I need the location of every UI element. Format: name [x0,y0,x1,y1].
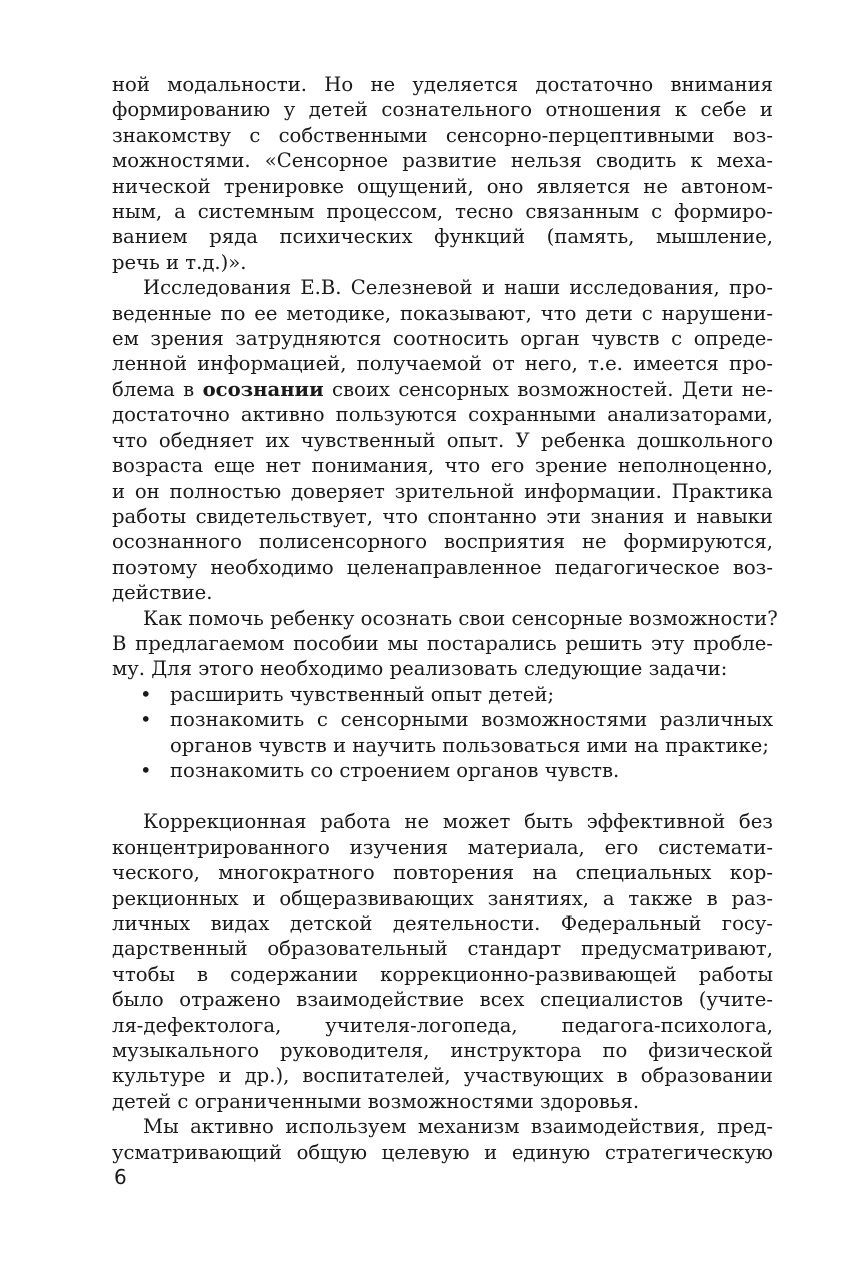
text-line: ческого, многократного повторения на специальных кор- [112,861,773,885]
text-line: дарственный образовательный стандарт предусматривают, [112,937,773,961]
text-line: В предлагаемом пособии мы постарались решить эту пробле- [112,631,773,655]
text-line: расширить чувственный опыт детей; [170,682,555,706]
text-line: музыкального руководителя, инструктора по физической [112,1039,773,1063]
text-line: ной модальности. Но не уделяется достаточно внимания [112,73,773,96]
text-line: чтобы в содержании коррекционно-развивающей работы [112,962,773,986]
text-line: и он полностью доверяет зрительной информации. Практика [112,479,773,503]
text-line: ным, а системным процессом, тесно связанным с формиро- [112,200,773,224]
list-item [112,682,773,707]
text-line: веденные по ее методике, показывают, что дети с нарушени- [112,301,773,325]
paragraph-research [112,275,773,605]
text-line: усматривающий общую целевую и единую стратегическую [112,1140,773,1164]
text-line: Коррекционная работа не может быть эффективной без [143,810,773,834]
text-line: рекционных и общеразвивающих занятиях, а также в раз- [112,886,773,910]
page-body [112,72,778,1165]
bullet-icon: • [140,758,152,782]
text-line: личных видах детской деятельности. Федеральный госу- [112,912,773,935]
bullet-icon: • [140,682,152,706]
text-fragment: своих сенсорных возможностей. Дети не- [323,377,773,401]
text-fragment: блема в [112,377,203,401]
text-line: что обедняет их чувственный опыт. У ребенка дошкольного [112,428,773,452]
text-line: речь и т.д.)». [112,250,247,274]
text-line-with-emphasis [112,377,773,402]
list-item [112,758,773,783]
text-line: поэтому необходимо целенаправленное педагогическое воз- [112,555,773,579]
bullet-icon: • [140,708,152,732]
page-number: 6 [114,1165,127,1189]
paragraph-question [112,606,778,682]
text-line: было отражено взаимодействие всех специалистов (учите- [112,988,773,1012]
text-line: познакомить с сенсорными возможностями различных [170,708,773,732]
text-line: ленной информацией, получаемой от него, т.е. имеется про- [112,352,773,376]
paragraph-correction [112,809,773,1114]
text-line: возраста еще нет понимания, что его зрение неполноценно, [112,454,773,478]
text-line: ванием ряда психических функций (память, мышление, [112,225,773,249]
text-line: ем зрения затрудняются соотносить орган чувств с опреде- [112,327,773,351]
text-line: ля-дефектолога, учителя-логопеда, педагога-психолога, [112,1013,773,1037]
text-line: Мы активно используем механизм взаимодействия, пред- [143,1115,773,1139]
text-line: концентрированного изучения материала, его системати- [112,835,773,859]
text-line: знакомству с собственными сенсорно-перцептивными воз- [112,123,773,147]
text-line: органов чувств и научить пользоваться ими на практике; [170,733,769,757]
text-line: му. Для этого необходимо реализовать следующие задачи: [112,657,728,681]
text-line: детей с ограниченными возможностями здоровья. [112,1089,640,1113]
text-line: Как помочь ребенку осознать свои сенсорные возможности? [143,606,778,630]
text-line: осознанного полисенсорного восприятия не формируются, [112,530,773,554]
text-line: формированию у детей сознательного отношения к себе и [112,98,773,122]
paragraph-mechanism [112,1114,773,1165]
paragraph-continuation [112,72,773,275]
text-line: действие. [112,581,213,605]
emphasis-awareness: осознании [202,377,324,401]
text-line: достаточно активно пользуются сохранными анализаторами, [112,403,773,427]
text-line: познакомить со строением органов чувств. [170,758,620,782]
text-line: можностями. «Сенсорное развитие нельзя сводить к меха- [112,149,773,173]
text-line: нической тренировке ощущений, оно является не автоном- [112,174,773,198]
text-line: Исследования Е.В. Селезневой и наши исследования, про- [143,276,773,300]
list-item [112,707,773,758]
text-line: культуре и др.), воспитателей, участвующих в образовании [112,1064,773,1088]
section-gap [112,783,773,809]
task-list [112,682,773,784]
text-line: работы свидетельствует, что спонтанно эти знания и навыки [112,504,773,528]
